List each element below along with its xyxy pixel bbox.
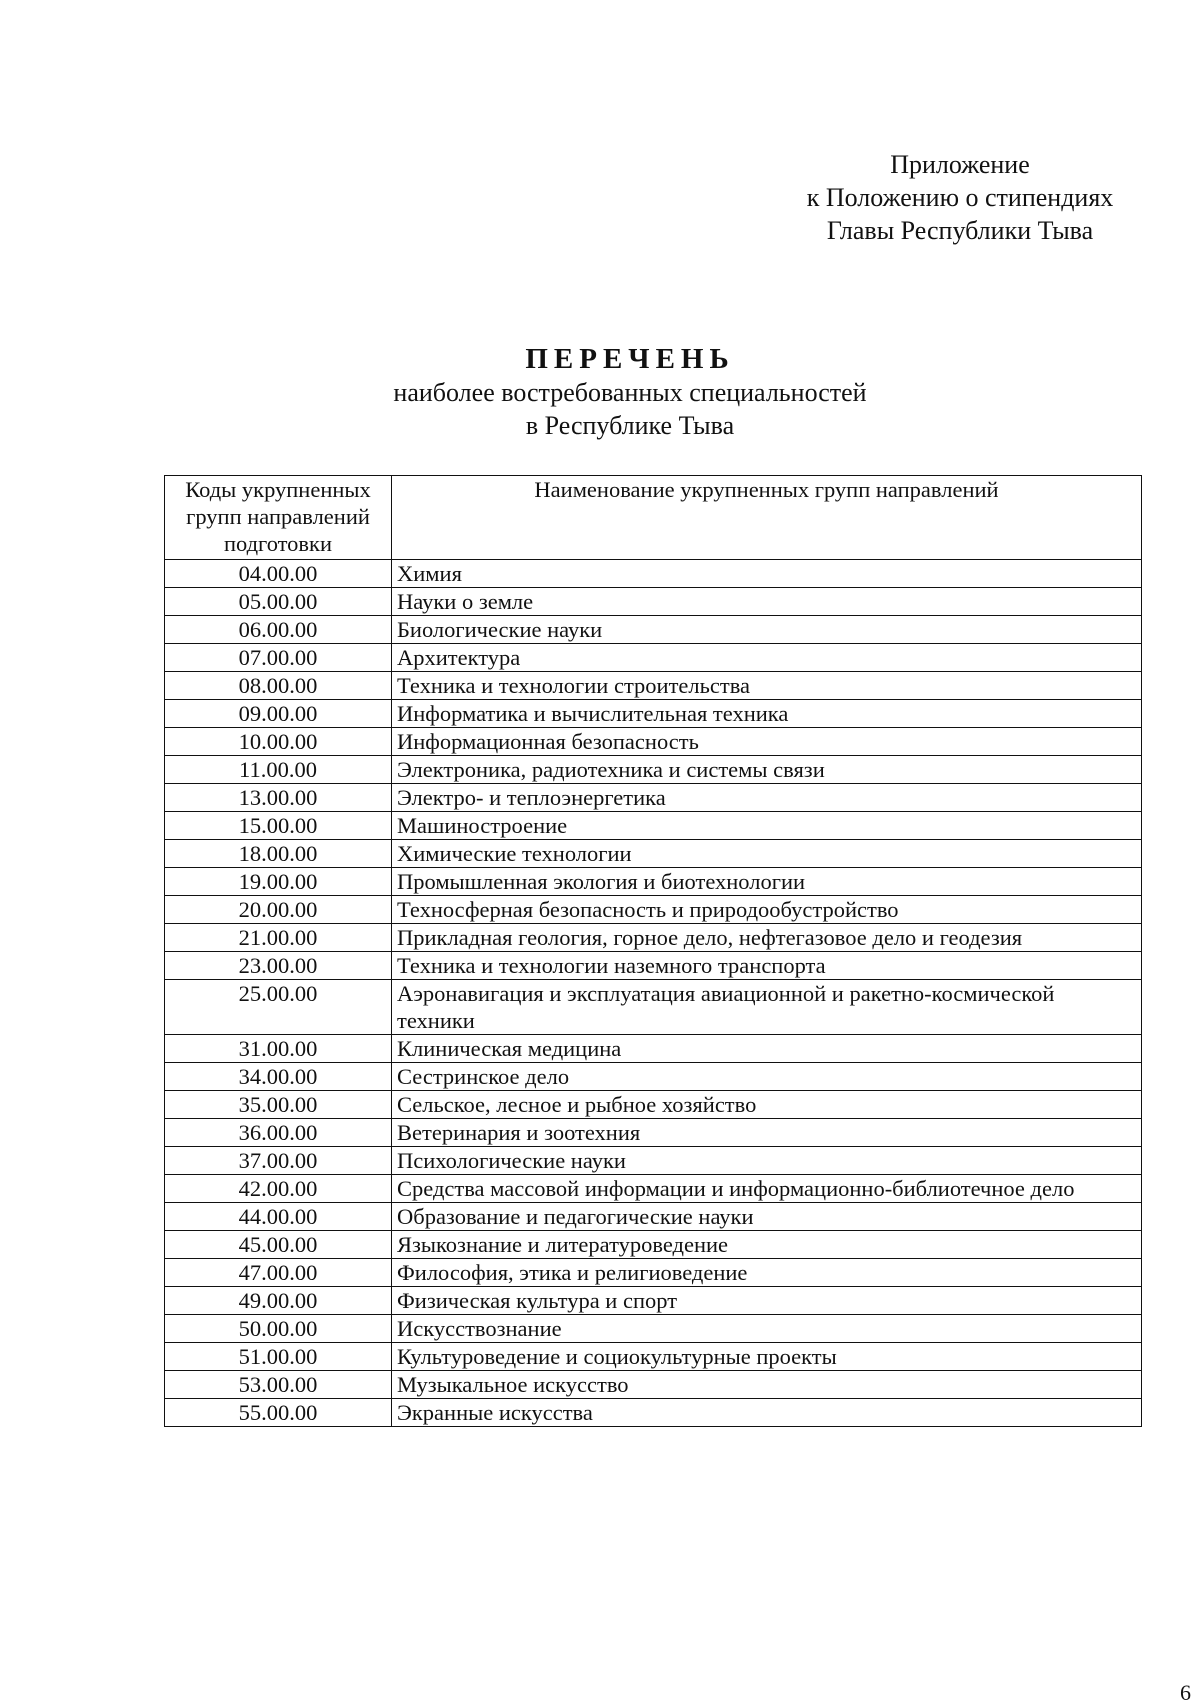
table-row — [165, 1287, 1142, 1315]
table-row — [165, 560, 1142, 588]
row-code: 50.00.00 — [165, 1315, 392, 1343]
row-name: Языкознание и литературоведение — [392, 1231, 1142, 1259]
document-title: ПЕРЕЧЕНЬ — [525, 343, 735, 375]
table-header-row — [165, 476, 1142, 560]
row-code: 25.00.00 — [165, 980, 392, 1035]
table-row — [165, 1175, 1142, 1203]
table-row — [165, 644, 1142, 672]
row-code: 51.00.00 — [165, 1343, 392, 1371]
row-code: 08.00.00 — [165, 672, 392, 700]
row-code: 42.00.00 — [165, 1175, 392, 1203]
row-code: 04.00.00 — [165, 560, 392, 588]
row-code: 18.00.00 — [165, 840, 392, 868]
appendix-line-3: Главы Республики Тыва — [826, 216, 1094, 245]
table-row — [165, 756, 1142, 784]
row-code: 49.00.00 — [165, 1287, 392, 1315]
table-row — [165, 812, 1142, 840]
table-row — [165, 1399, 1142, 1427]
row-code: 05.00.00 — [165, 588, 392, 616]
table-row — [165, 784, 1142, 812]
row-name: Техника и технологии строительства — [392, 672, 1142, 700]
row-name: Аэронавигация и эксплуатация авиационной и ракетно-космической техники — [392, 980, 1142, 1035]
row-code: 44.00.00 — [165, 1203, 392, 1231]
document-subtitle-2: в Республике Тыва — [525, 411, 735, 440]
row-name: Техника и технологии наземного транспорта — [392, 952, 1142, 980]
col-code-header: Коды укрупненных групп направлений подготовки — [165, 476, 392, 560]
row-name: Информационная безопасность — [392, 728, 1142, 756]
appendix-line-1: Приложение — [890, 150, 1030, 179]
row-code: 36.00.00 — [165, 1119, 392, 1147]
table-row — [165, 1203, 1142, 1231]
table-row — [165, 616, 1142, 644]
row-code: 45.00.00 — [165, 1231, 392, 1259]
row-code: 37.00.00 — [165, 1147, 392, 1175]
row-code: 09.00.00 — [165, 700, 392, 728]
row-name: Искусствознание — [392, 1315, 1142, 1343]
row-name: Электро- и теплоэнергетика — [392, 784, 1142, 812]
document-subtitle-1: наиболее востребованных специальностей — [393, 378, 867, 407]
table-row — [165, 1259, 1142, 1287]
row-name: Промышленная экология и биотехнологии — [392, 868, 1142, 896]
row-code: 35.00.00 — [165, 1091, 392, 1119]
appendix-line-2: к Положению о стипендиях — [806, 183, 1114, 212]
row-code: 19.00.00 — [165, 868, 392, 896]
table-row — [165, 868, 1142, 896]
row-name: Техносферная безопасность и природообустройство — [392, 896, 1142, 924]
row-code: 34.00.00 — [165, 1063, 392, 1091]
row-name: Биологические науки — [392, 616, 1142, 644]
row-name: Культуроведение и социокультурные проекты — [392, 1343, 1142, 1371]
table-row — [165, 588, 1142, 616]
table-row — [165, 980, 1142, 1035]
table-row — [165, 1119, 1142, 1147]
row-name: Образование и педагогические науки — [392, 1203, 1142, 1231]
row-code: 13.00.00 — [165, 784, 392, 812]
row-name: Музыкальное искусство — [392, 1371, 1142, 1399]
row-name: Химия — [392, 560, 1142, 588]
row-name: Физическая культура и спорт — [392, 1287, 1142, 1315]
table-row — [165, 924, 1142, 952]
row-name: Прикладная геология, горное дело, нефтегазовое дело и геодезия — [392, 924, 1142, 952]
row-code: 10.00.00 — [165, 728, 392, 756]
row-code: 31.00.00 — [165, 1035, 392, 1063]
row-code: 20.00.00 — [165, 896, 392, 924]
table-row — [165, 672, 1142, 700]
row-name: Клиническая медицина — [392, 1035, 1142, 1063]
row-code: 21.00.00 — [165, 924, 392, 952]
specialties-table — [164, 475, 1142, 1427]
row-code: 06.00.00 — [165, 616, 392, 644]
row-code: 53.00.00 — [165, 1371, 392, 1399]
row-name: Химические технологии — [392, 840, 1142, 868]
table-row — [165, 1315, 1142, 1343]
row-name: Архитектура — [392, 644, 1142, 672]
table-row — [165, 1147, 1142, 1175]
row-name: Экранные искусства — [392, 1399, 1142, 1427]
row-name: Электроника, радиотехника и системы связи — [392, 756, 1142, 784]
row-name: Средства массовой информации и информационно-библиотечное дело — [392, 1175, 1142, 1203]
row-code: 15.00.00 — [165, 812, 392, 840]
row-code: 23.00.00 — [165, 952, 392, 980]
table-row — [165, 1371, 1142, 1399]
col-name-header: Наименование укрупненных групп направлений — [392, 476, 1142, 560]
table-row — [165, 1091, 1142, 1119]
document-heading — [0, 342, 1200, 442]
table-row — [165, 1063, 1142, 1091]
table-row — [165, 700, 1142, 728]
table-row — [165, 728, 1142, 756]
row-name: Сельское, лесное и рыбное хозяйство — [392, 1091, 1142, 1119]
row-name: Психологические науки — [392, 1147, 1142, 1175]
row-name: Сестринское дело — [392, 1063, 1142, 1091]
row-code: 11.00.00 — [165, 756, 392, 784]
appendix-note — [760, 148, 1160, 247]
page-number: 6 — [1180, 1680, 1191, 1705]
row-name: Науки о земле — [392, 588, 1142, 616]
table-row — [165, 1035, 1142, 1063]
row-code: 55.00.00 — [165, 1399, 392, 1427]
table-row — [165, 1231, 1142, 1259]
table-row — [165, 1343, 1142, 1371]
table-row — [165, 896, 1142, 924]
row-name: Ветеринария и зоотехния — [392, 1119, 1142, 1147]
table-row — [165, 952, 1142, 980]
row-code: 07.00.00 — [165, 644, 392, 672]
row-name: Машиностроение — [392, 812, 1142, 840]
row-name: Философия, этика и религиоведение — [392, 1259, 1142, 1287]
row-name: Информатика и вычислительная техника — [392, 700, 1142, 728]
table-row — [165, 840, 1142, 868]
row-code: 47.00.00 — [165, 1259, 392, 1287]
